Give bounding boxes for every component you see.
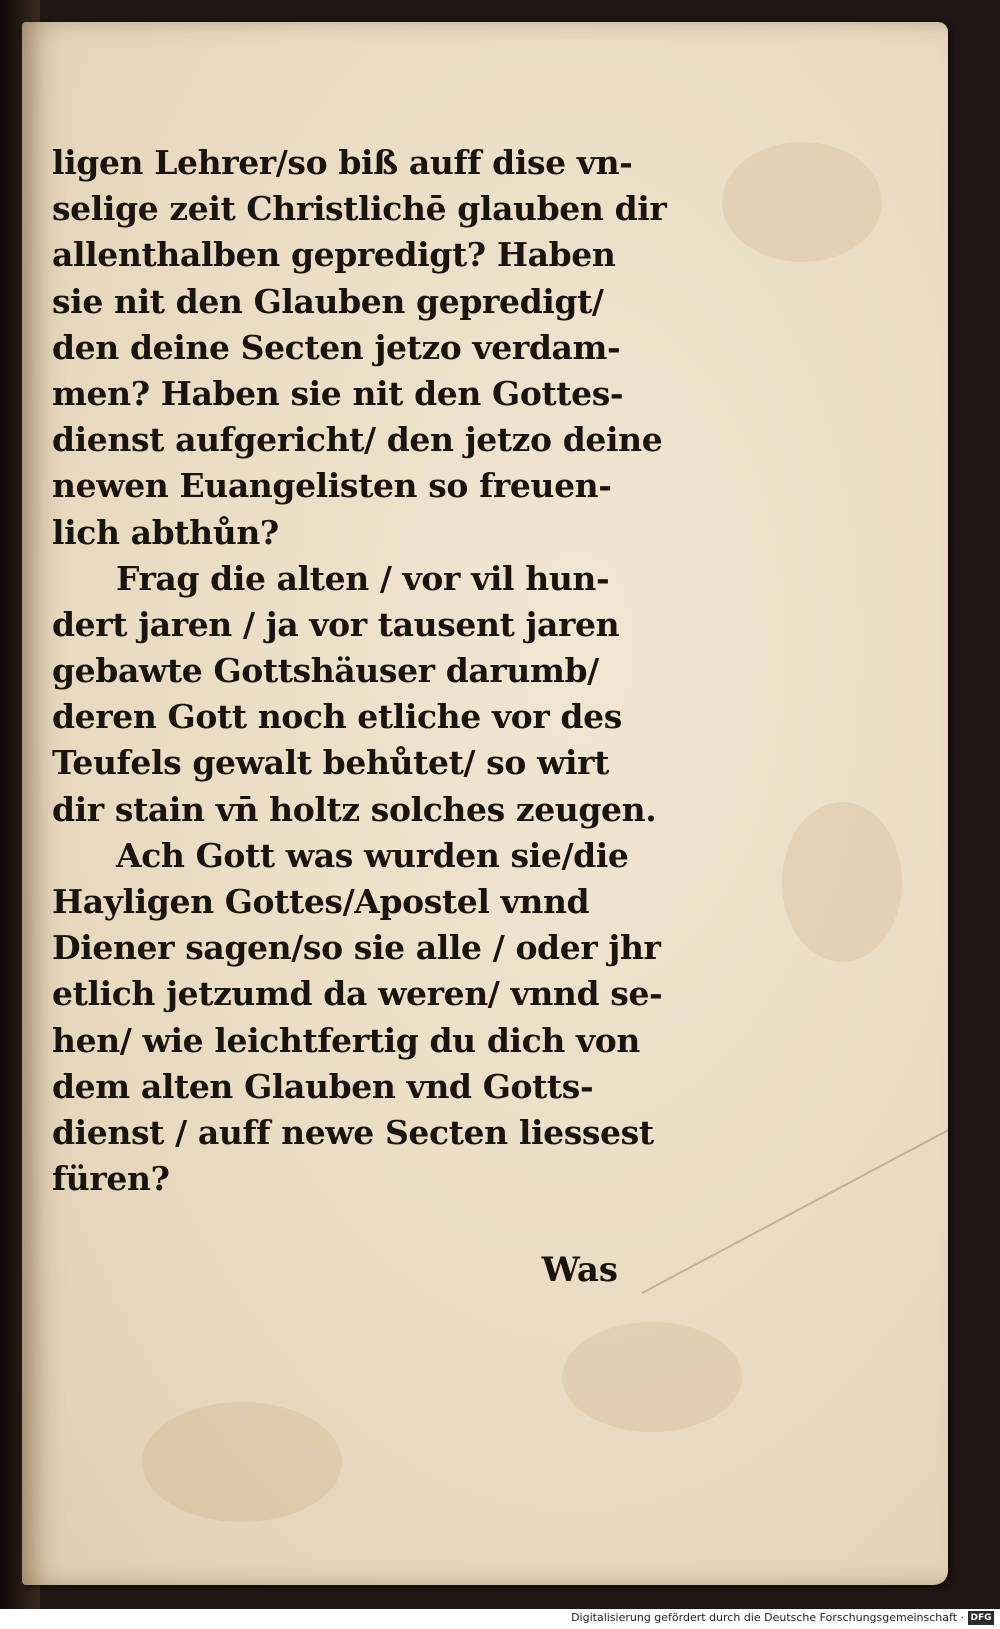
text-line: Frag die alten / vor vil hun- <box>116 558 610 598</box>
dfg-logo: DFG <box>968 1611 994 1625</box>
text-line: allenthalben gepredigt? Haben <box>52 235 616 275</box>
text-line: etlich jetzumd da weren/ vnnd se- <box>52 974 663 1014</box>
text-line: dienst / auff newe Secten liessest <box>52 1112 654 1152</box>
text-line: selige zeit Christlichē glauben dir <box>52 189 667 229</box>
text-line: füren? <box>52 1159 170 1199</box>
text-line: sie nit den Glauben gepredigt/ <box>52 281 604 321</box>
text-line: Ach Gott was wurden sie/die <box>116 835 629 875</box>
text-line: Teufels gewalt behůtet/ so wirt <box>52 743 610 783</box>
text-line: Hayligen Gottes/Apostel vnnd <box>52 882 590 921</box>
text-line: Diener sagen/so sie alle / oder jhr <box>52 928 661 968</box>
page-crease <box>642 1095 948 1294</box>
catchword: Was <box>541 1250 618 1290</box>
text-line: men? Haben sie nit den Gottes- <box>52 373 624 413</box>
text-line: dert jaren / ja vor tausent jaren <box>52 604 620 644</box>
text-line: dienst aufgericht/ den jetzo deine <box>52 420 663 460</box>
text-line: newen Euangelisten so freuen- <box>52 466 612 506</box>
text-line: dem alten Glauben vnd Gotts- <box>52 1066 594 1106</box>
text-line: den deine Secten jetzo verdam- <box>52 327 621 367</box>
book-page <box>22 22 948 1585</box>
text-block <box>52 140 672 1202</box>
text-line: gebawte Gottshäuser darumb/ <box>52 651 599 691</box>
digitization-credit: Digitalisierung gefördert durch die Deutsche Forschungsgemeinschaft · <box>571 1611 964 1624</box>
text-line: dir stain vn̄ holtz solches zeugen. <box>52 789 657 829</box>
text-line: hen/ wie leichtfertig du dich von <box>52 1020 640 1060</box>
text-line: ligen Lehrer/so biß auff dise vn- <box>52 143 633 182</box>
text-line: lich abthůn? <box>52 512 279 552</box>
text-line: deren Gott noch etliche vor des <box>52 697 622 737</box>
